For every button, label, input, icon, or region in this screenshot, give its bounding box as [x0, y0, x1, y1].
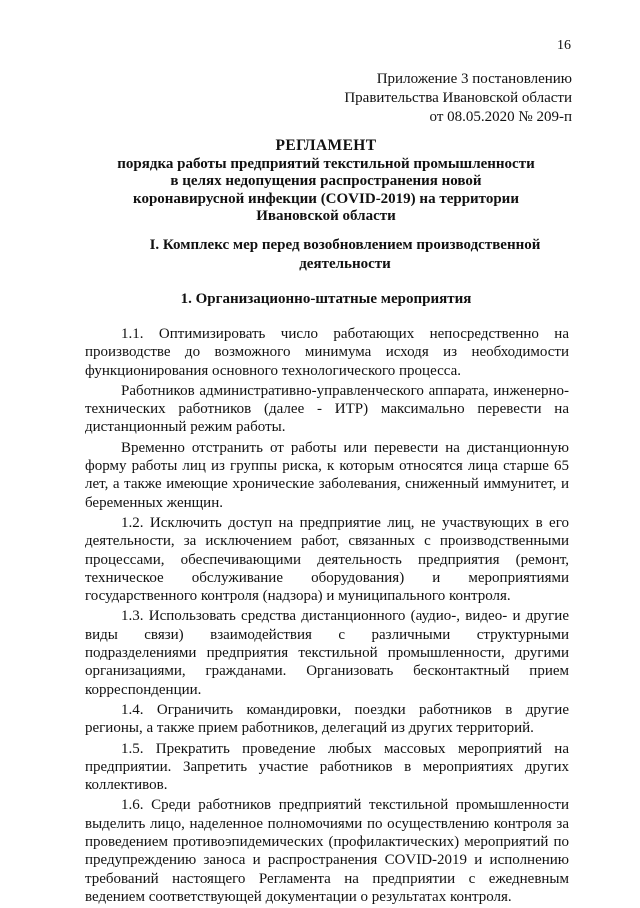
title-line: порядка работы предприятий текстильной промышленности	[117, 155, 535, 172]
paragraph: Временно отстранить от работы или перевести на дистанционную форму работы лиц из группы риска, к которым относятся лица старше 65 лет, а также имеющие хронические заболевания, сниженный иммунитет, и беременных женщин.	[85, 439, 569, 511]
appendix-line: Правительства Ивановской области	[344, 90, 572, 106]
page-number: 16	[557, 38, 571, 53]
paragraph: 1.4. Ограничить командировки, поездки работников в другие регионы, а также прием работников, делегаций из других территорий.	[85, 701, 569, 737]
appendix-reference	[344, 70, 572, 127]
body-text	[85, 325, 569, 908]
title-line: коронавирусной инфекции (COVID-2019) на территории	[133, 190, 519, 207]
section-heading	[110, 236, 580, 274]
title-main: РЕГЛАМЕНТ	[275, 137, 377, 154]
title-line: Ивановской области	[256, 208, 396, 224]
section-heading-line: деятельности	[299, 256, 391, 272]
section-heading-line: I. Комплекс мер перед возобновлением производственной	[149, 237, 541, 253]
appendix-line: Приложение 3 постановлению	[376, 71, 572, 87]
paragraph: 1.2. Исключить доступ на предприятие лиц, не участвующих в его деятельности, за исключением работ, связанных с производственными процессами, обеспечивающими деятельность предприятия (ремонт, техническое обслуживание оборудования) и мероприятиями государственного контроля (надзора) и муниципального контроля.	[85, 514, 569, 605]
title-line: в целях недопущения распространения новой	[170, 173, 482, 189]
document-title	[85, 137, 567, 226]
appendix-line: от 08.05.2020 № 209-п	[429, 109, 572, 125]
subsection-heading: 1. Организационно-штатные мероприятия	[180, 291, 472, 307]
paragraph: Работников административно-управленческого аппарата, инженерно-технических работников (далее - ИТР) максимально перевести на дистанционный режим работы.	[85, 382, 569, 436]
paragraph: 1.6. Среди работников предприятий текстильной промышленности выделить лицо, наделенное полномочиями по осуществлению контроля за проведением противоэпидемических (профилактических) мероприятий по предупреждению заноса и распространения COVID-2019 и исполнению требований настоящего Регламента на предприятии с ежедневным ведением соответствующей документации о результатах контроля.	[85, 797, 569, 905]
paragraph: 1.3. Использовать средства дистанционного (аудио-, видео- и другие виды связи) взаимодействия с различными структурными подразделениями предприятия текстильной промышленности, другими организациями, гражданами. Организовать бесконтактный прием корреспонденции.	[85, 608, 569, 698]
paragraph: 1.5. Прекратить проведение любых массовых мероприятий на предприятии. Запретить участие работников в мероприятиях других коллективов.	[85, 740, 569, 794]
paragraph: 1.1. Оптимизировать число работающих непосредственно на производстве до возможного минимума исходя из необходимости функционирования основного технологического процесса.	[85, 326, 569, 379]
